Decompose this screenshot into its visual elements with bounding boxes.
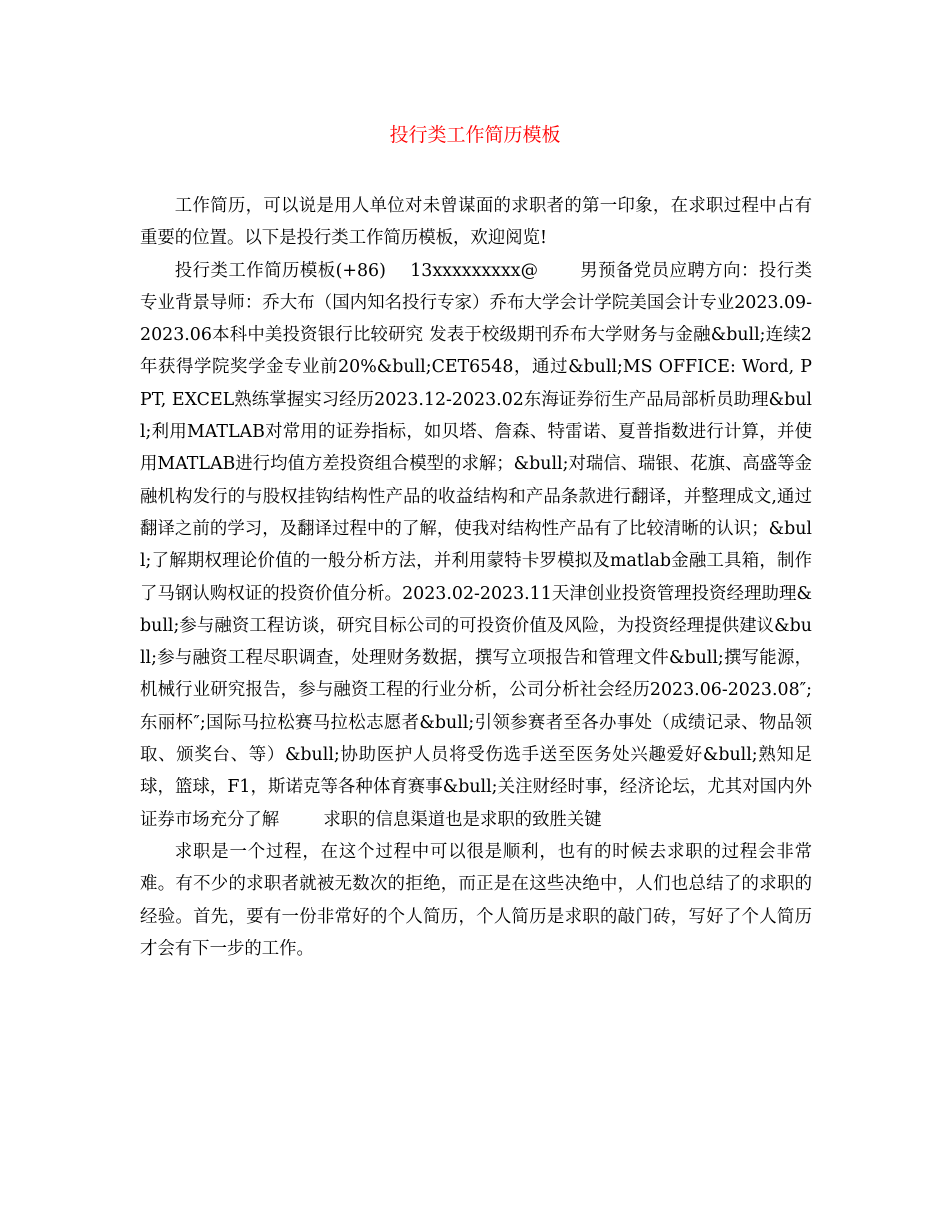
resume-paragraph	[140, 255, 812, 836]
resume-content: 投行类工作简历模板(+86) 13xxxxxxxxx@ 男预备党员应聘方向：投行类专业背景导师：乔大布（国内知名投行专家）乔布大学会计学院美国会计专业2023.09-2023.06本科中美投资银行比较研究 发表于校级期刊乔布大学财务与金融&bull;连续2年获得学院奖学金专业前20%&bull;CET6548，通过&bull;MS OFFICE: Word, PPT, EXCEL熟练掌握实习经历2023.12-2023.02东海证券衍生产品局部析员助理&bull;利用MATLAB对常用的证券指标，如贝塔、詹森、特雷诺、夏普指数进行计算，并使用MATLAB进行均值方差投资组合模型的求解；&bull;对瑞信、瑞银、花旗、高盛等金融机构发行的与股权挂钩结构性产品的收益结构和产品条款进行翻译，并整理成文,通过翻译之前的学习，及翻译过程中的了解，使我对结构性产品有了比较清晰的认识；&bull;了解期权理论价值的一般分析方法，并利用蒙特卡罗模拟及matlab金融工具箱，制作了马钢认购权证的投资价值分析。2023.02-2023.11天津创业投资管理投资经理助理&bull;参与融资工程访谈，研究目标公司的可投资价值及风险，为投资经理提供建议&bull;参与融资工程尽职调查，处理财务数据，撰写立项报告和管理文件&bull;撰写能源，机械行业研究报告，参与融资工程的行业分析，公司分析社会经历2023.06-2023.08″;东丽杯″;国际马拉松赛马拉松志愿者&bull;引领参赛者至各办事处（成绩记录、物品领取、颁奖台、等）&bull;协助医护人员将受伤选手送至医务处兴趣爱好&bull;熟知足球，篮球，F1，斯诺克等各种体育赛事&bull;关注财经时事，经济论坛，尤其对国内外证券市场充分了解	[140, 260, 812, 830]
document-title: 投行类工作简历模板	[389, 124, 561, 146]
document-body	[140, 190, 812, 965]
resume-closing-line: 求职的信息渠道也是求职的致胜关键	[323, 809, 602, 830]
job-hunting-paragraph: 求职是一个过程，在这个过程中可以很是顺利，也有的时候去求职的过程会非常难。有不少的求职者就被无数次的拒绝，而正是在这些决绝中，人们也总结了的求职的经验。首先，要有一份非常好的个人简历，个人简历是求职的敲门砖，写好了个人简历才会有下一步的工作。	[140, 841, 812, 959]
intro-paragraph: 工作简历，可以说是用人单位对未曾谋面的求职者的第一印象，在求职过程中占有重要的位置。以下是投行类工作简历模板，欢迎阅览!	[140, 196, 812, 249]
